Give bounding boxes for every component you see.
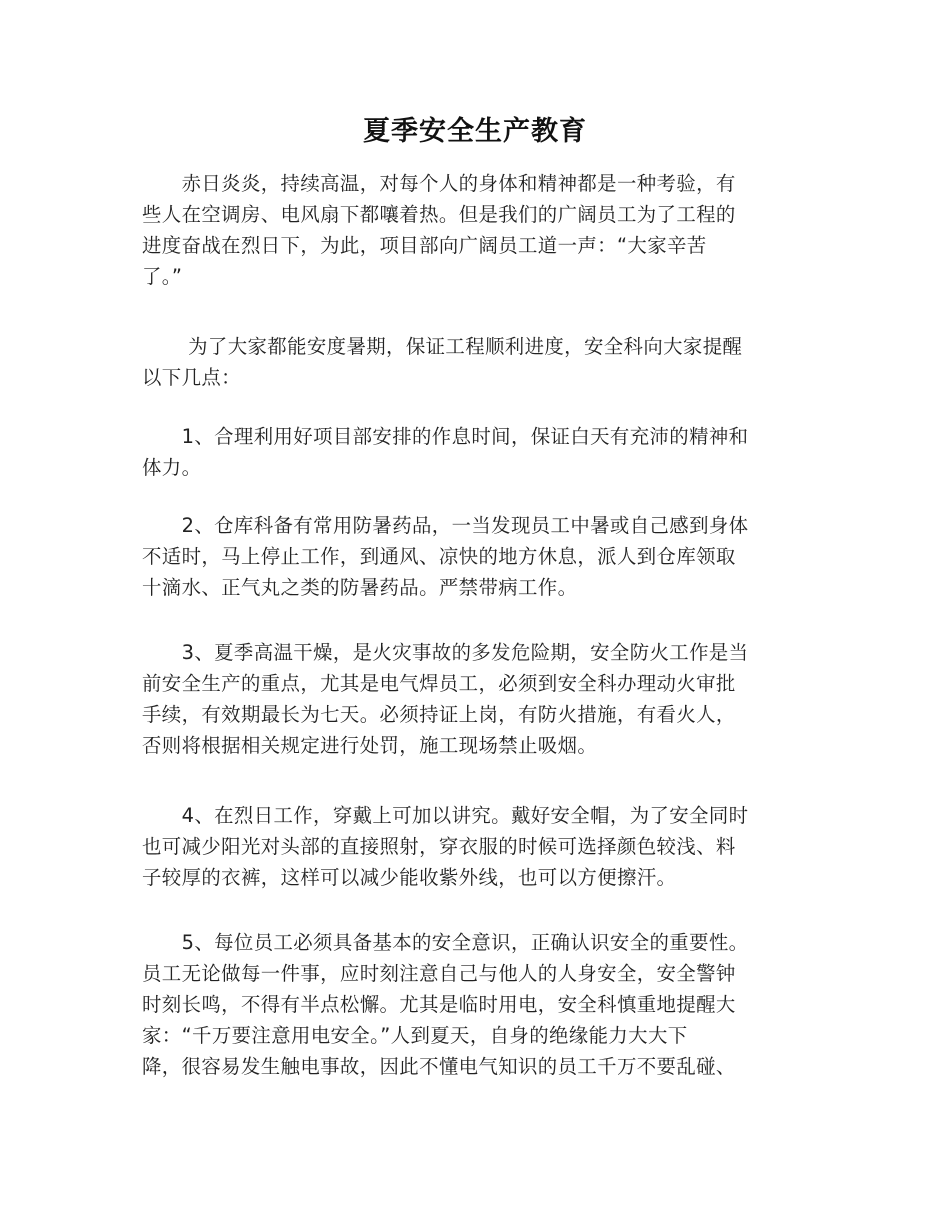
paragraph-point-4 — [142, 800, 808, 893]
text-line: 时刻长鸣，不得有半点松懈。尤其是临时用电，安全科慎重地提醒大 — [142, 993, 736, 1016]
text-line: 进度奋战在烈日下，为此，项目部向广阔员工道一声：“大家辛苦 — [142, 234, 707, 257]
text-line: 以下几点： — [142, 366, 241, 389]
paragraph-point-3 — [142, 637, 808, 761]
text-line: 不适时，马上停止工作，到通风、凉快的地方休息，派人到仓库领取 — [142, 545, 736, 568]
paragraph-point-1 — [142, 421, 808, 483]
text-line: 前安全生产的重点，尤其是电气焊员工，必须到安全科办理动火审批 — [142, 672, 736, 695]
text-line: 体力。 — [142, 456, 202, 479]
paragraph-point-2 — [142, 510, 808, 603]
paragraph-reminder-intro — [142, 331, 808, 393]
text-line: 也可减少阳光对头部的直接照射，穿衣服的时候可选择颜色较浅、料 — [142, 835, 736, 858]
text-line: 否则将根据相关规定进行处罚，施工现场禁止吸烟。 — [142, 734, 598, 757]
paragraph-point-5 — [142, 927, 808, 1082]
text-line: 4、在烈日工作，穿戴上可加以讲究。戴好安全帽，为了安全同时 — [142, 804, 749, 827]
text-line: 员工无论做每一件事，应时刻注意自己与他人的人身安全，安全警钟 — [142, 962, 736, 985]
text-line: 1、合理利用好项目部安排的作息时间，保证白天有充沛的精神和 — [142, 425, 749, 448]
paragraph-intro — [142, 168, 808, 292]
text-line: 十滴水、正气丸之类的防暑药品。严禁带病工作。 — [142, 576, 578, 599]
text-line: 些人在空调房、电风扇下都嚷着热。但是我们的广阔员工为了工程的 — [142, 203, 736, 226]
text-line: 5、每位员工必须具备基本的安全意识，正确认识安全的重要性。 — [142, 931, 749, 954]
text-line: 2、仓库科备有常用防暑药品，一当发现员工中暑或自己感到身体 — [142, 514, 749, 537]
text-line: 降，很容易发生触电事故，因此不懂电气知识的员工千万不要乱碰、 — [142, 1055, 736, 1078]
text-line: 赤日炎炎，持续高温，对每个人的身体和精神都是一种考验，有 — [142, 172, 736, 195]
text-line: 3、夏季高温干燥，是火灾事故的多发危险期，安全防火工作是当 — [142, 641, 749, 664]
document-title: 夏季安全生产教育 — [363, 116, 587, 147]
text-line: 为了大家都能安度暑期，保证工程顺利进度，安全科向大家提醒 — [142, 335, 743, 358]
text-line: 家：“千万要注意用电安全。”人到夏天，自身的绝缘能力大大下 — [142, 1024, 688, 1047]
text-line: 手续，有效期最长为七天。必须持证上岗，有防火措施，有看火人， — [142, 703, 736, 726]
text-line: 子较厚的衣裤，这样可以减少能收紫外线，也可以方便擦汗。 — [142, 866, 677, 889]
text-line: 了。” — [142, 265, 183, 288]
